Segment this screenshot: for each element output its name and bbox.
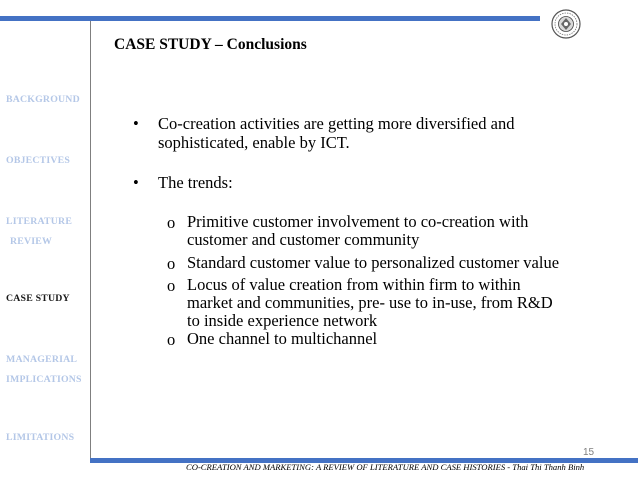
sidebar-item-label: LITERATURE [6, 216, 73, 227]
sub-bullet-marker: o [167, 254, 176, 273]
sidebar-divider [90, 21, 91, 461]
sub-bullet-text [187, 330, 377, 348]
top-accent-bar [0, 16, 540, 21]
sidebar-item-background[interactable] [6, 90, 80, 110]
sub-bullet-line: Locus of value creation from within firm to within [187, 275, 521, 294]
sub-bullet-line: One channel to multichannel [187, 329, 378, 348]
sub-bullet-text [187, 213, 528, 249]
sidebar-item-objectives[interactable] [6, 151, 70, 171]
sub-bullet-text [187, 276, 553, 330]
sub-bullet-marker: o [167, 213, 176, 232]
sidebar-item-label: BACKGROUND [6, 94, 80, 105]
sub-bullet-line: Primitive customer involvement to co-creation with [187, 212, 529, 231]
sidebar-item-label: OBJECTIVES [6, 155, 71, 166]
sub-bullet-marker: o [167, 276, 176, 295]
bullet-line: The trends: [158, 173, 233, 192]
sub-bullet-line: Standard customer value to personalized customer value [187, 253, 560, 272]
footer-citation: CO-CREATION AND MARKETING: A REVIEW OF LITERATURE AND CASE HISTORIES - Thai Thi Thanh Binh [186, 462, 585, 472]
sidebar-item-label: CASE STUDY [6, 293, 70, 304]
sidebar-item-limitations[interactable] [6, 428, 74, 448]
bullet-text [158, 114, 514, 152]
bullet-text [158, 173, 233, 192]
sidebar-item-label: IMPLICATIONS [6, 374, 82, 385]
page-number: 15 [583, 447, 595, 458]
sidebar-item-case-study[interactable] [6, 289, 70, 309]
sub-bullet-marker: o [167, 330, 176, 349]
university-seal-icon [551, 9, 581, 39]
sub-bullet-text [187, 254, 559, 272]
bullet-marker: • [133, 173, 139, 192]
bullet-line: Co-creation activities are getting more diversified and [158, 114, 515, 133]
sidebar-item-literature-review[interactable] [6, 212, 72, 252]
bullet-marker: • [133, 114, 139, 133]
sub-bullet-line: to inside experience network [187, 311, 378, 330]
sidebar-item-label: LIMITATIONS [6, 432, 75, 443]
sidebar-item-label: MANAGERIAL [6, 354, 78, 365]
slide-title: CASE STUDY – Conclusions [114, 36, 307, 53]
sub-bullet-line: customer and customer community [187, 230, 420, 249]
sidebar-item-managerial-implications[interactable] [6, 350, 82, 390]
sidebar-item-label: REVIEW [10, 236, 53, 247]
sub-bullet-line: market and communities, pre- use to in-use, from R&D [187, 293, 553, 312]
bullet-line: sophisticated, enable by ICT. [158, 133, 350, 152]
